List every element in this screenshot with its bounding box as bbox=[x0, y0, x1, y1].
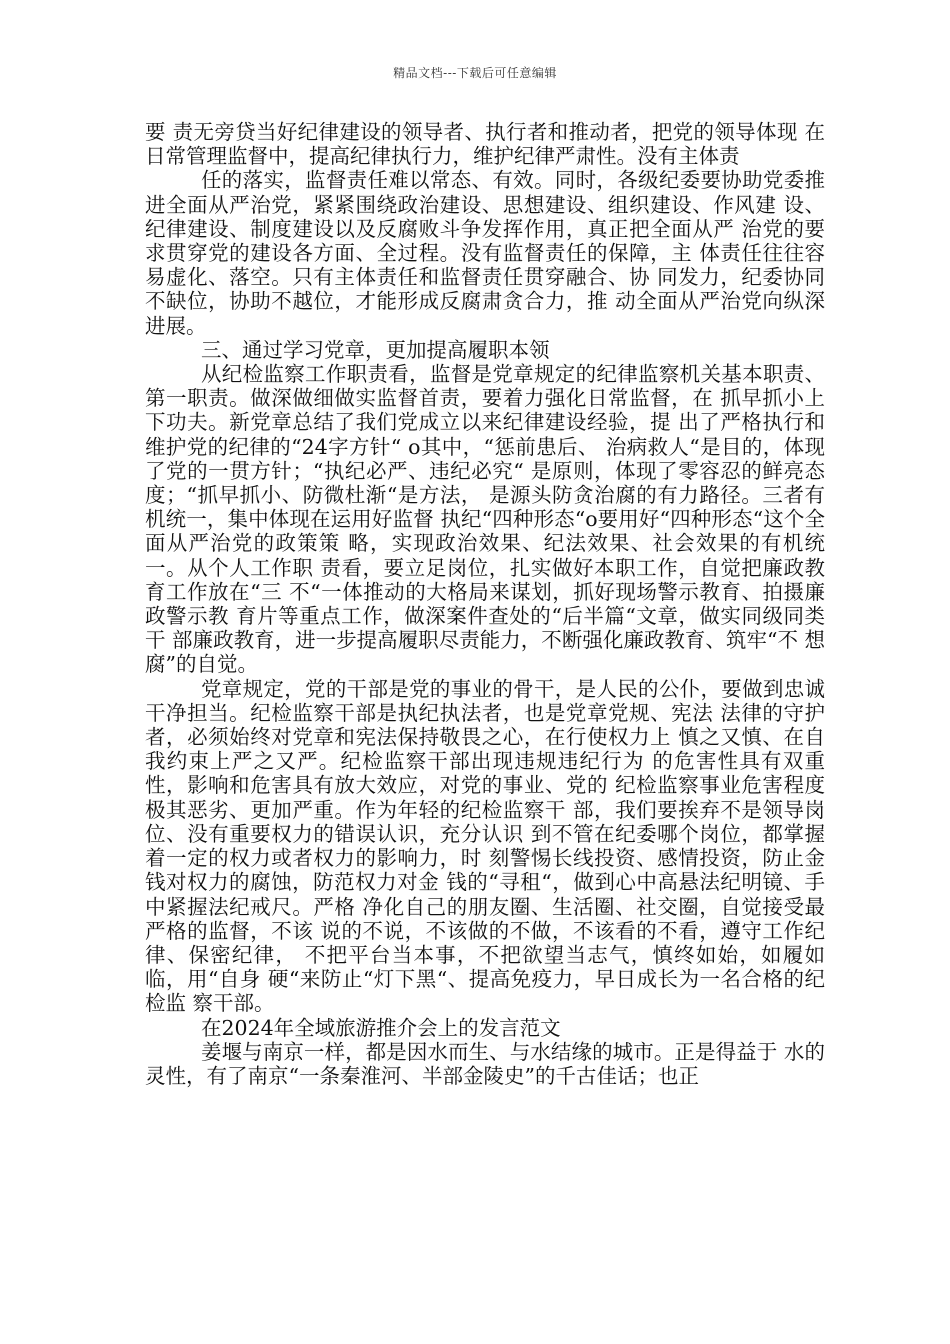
paragraph-party-cadres: 党章规定，党的干部是党的事业的骨干，是人民的公仆，要做到忠诚干净担当。纪检监察干部是执纪执法者，也是党章党规、宪法 法律的守护者，必须始终对党章和宪法保持敬畏之心，在行使权力上 慎之又慎、在自我约束上严之又严。纪检监察干部出现违规违纪行为 的危害性具有双重性，影响和危害具有放大效应，对党的事业、党的 纪检监察事业危害程度极其恶劣、更加严重。作为年轻的纪检监察干 部，我们要挨弃不是领导岗位、没有重要权力的错误认识，充分认识 到不管在纪委哪个岗位，都掌握着一定的权力或者权力的影响力，时 刻警惕长线投资、感情投资，防止金钱对权力的腐蚀，防范权力对金 钱的“寻租“，做到心中高悬法纪明镜、手中紧握法纪戒尺。严格 净化自己的朋友圈、生活圈、社交圈，自觉接受最严格的监督，不该 说的不说，不该做的不做，不该看的不看，遵守工作纪律、保密纪律， 不把平台当本事，不把欲望当志气，慎终如始，如履如临，用“自身 硬“来防止“灯下黑“、提高免疫力，早日成长为一名合格的纪检监 察干部。 bbox=[145, 676, 825, 1016]
paragraph-continuation: 要 责无旁贷当好纪律建设的领导者、执行者和推动者，把党的领导体现 在日常管理监督中，提高纪律执行力，维护纪律严肃性。没有主体责 bbox=[145, 120, 825, 169]
paragraph-discipline-duties: 从纪检监察工作职责看，监督是党章规定的纪律监察机关基本职责、第一职责。做深做细做实监督首责，要着力强化日常监督，在 抓早抓小上下功夫。新党章总结了我们党成立以来纪律建设经验，提 出了严格执行和维护党的纪律的“24字方针“ o其中，“惩前患后、 治病救人“是目的，体现了党的一贯方针；“执纪必严、违纪必究“ 是原则，体现了零容忍的鲜亮态度；“抓早抓小、防微杜渐“是方法， 是源头防贪治腐的有力路径。三者有机统一，集中体现在运用好监督 执纪“四种形态“o要用好“四种形态“这个全面从严治党的政策策 略，实现政治效果、纪法效果、社会效果的有机统一。从个人工作职 责看，要立足岗位，扎实做好本职工作，自觉把廉政教育工作放在“三 不“一体推动的大格局来谋划，抓好现场警示教育、拍摄廉政警示教 育片等重点工作，做深案件查处的“后半篇“文章，做实同级同类干 部廉政教育，进一步提高履职尽责能力，不断强化廉政教育、筑牢“不 想腐”的自觉。 bbox=[145, 362, 825, 677]
speech-title: 在2024年全域旅游推介会上的发言范文 bbox=[201, 1015, 561, 1040]
paragraph-jiangyan-nanjing: 姜堰与南京一样，都是因水而生、与水结缘的城市。正是得益于 水的灵性，有了南京“一条秦淮河、半部金陵史”的千古佳话；也正 bbox=[145, 1039, 825, 1088]
page-header-note: 精品文档---下载后可任意编辑 bbox=[393, 66, 557, 80]
paragraph-supervision-responsibility: 任的落实，监督责任难以常态、有效。同时，各级纪委要协助党委推 进全面从严治党，紧紧围绕政治建设、思想建设、组织建设、作风建 设、纪律建设、制度建设以及反腐败斗争发挥作用，真正把全面从严 治党的要求贯穿党的建设各方面、全过程。没有监督责任的保障，主 体责任往往容易虚化、落空。只有主体责任和监督责任贯穿融合、协 同发力，纪委协同不缺位，协助不越位，才能形成反腐肃贪合力，推 动全面从严治党向纵深进展。 bbox=[145, 168, 825, 338]
section-heading-three: 三、通过学习党章，更加提高履职本领 bbox=[201, 337, 550, 362]
document-body bbox=[145, 120, 825, 1088]
